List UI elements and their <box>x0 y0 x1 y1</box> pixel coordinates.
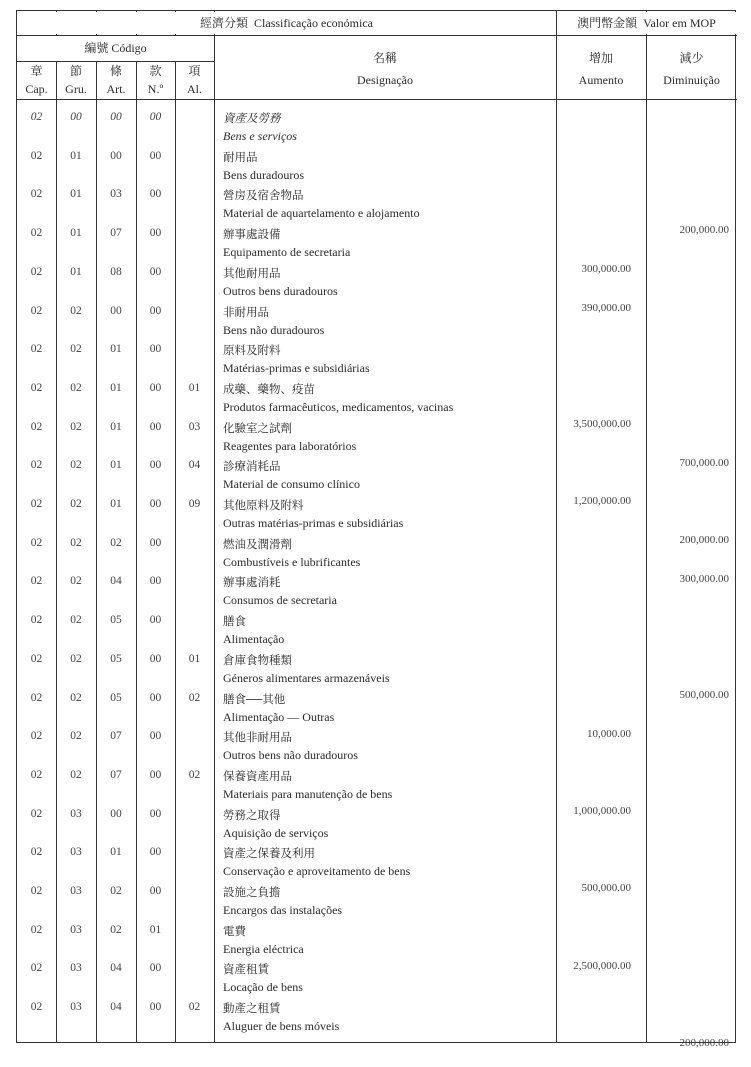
designation-pt: Combustíveis e lubrificantes <box>223 554 361 569</box>
table-row <box>17 146 737 185</box>
code-cap: 02 <box>30 227 43 240</box>
code-art: 01 <box>110 498 122 510</box>
grid-line <box>17 99 737 100</box>
designation-pt: Aluguer de bens móveis <box>223 1019 340 1034</box>
designation-zh: 其他原料及附料 <box>223 500 304 512</box>
designation-pt: Alimentação — Outras <box>223 709 335 724</box>
budget-table <box>16 10 736 1050</box>
code-no: 01 <box>149 923 162 936</box>
code-gru: 02 <box>70 536 82 549</box>
designation-zh: 營房及宿舍物品 <box>223 190 304 203</box>
designation-zh: 保養資產用品 <box>223 770 292 783</box>
designation-zh: 設施之負擔 <box>223 887 281 899</box>
header-al: 項 Al. <box>187 64 202 96</box>
code-art: 04 <box>110 1001 122 1014</box>
code-gru: 02 <box>70 304 82 317</box>
designation-zh: 其他非耐用品 <box>223 732 292 745</box>
code-no: 00 <box>149 691 162 704</box>
code-cap: 02 <box>30 807 43 820</box>
code-gru: 02 <box>70 381 82 394</box>
code-art: 01 <box>110 846 122 859</box>
code-cap: 02 <box>30 575 43 588</box>
header-economic-classification: 經濟分類 Classificação económica <box>200 16 373 30</box>
code-gru: 01 <box>70 149 82 162</box>
code-cap: 02 <box>30 459 43 472</box>
code-al: 02 <box>188 691 201 704</box>
code-gru: 01 <box>70 188 82 201</box>
designation-pt: Alimentação <box>223 632 285 647</box>
table-row <box>17 107 737 146</box>
code-art: 02 <box>110 536 122 549</box>
code-art: 07 <box>110 730 122 743</box>
code-gru: 02 <box>70 614 82 627</box>
code-art: 01 <box>110 459 122 472</box>
code-no: 00 <box>149 188 162 201</box>
designation-zh: 動產之租賃 <box>223 1003 281 1016</box>
code-gru: 02 <box>70 343 82 356</box>
code-art: 00 <box>110 304 122 317</box>
code-no: 00 <box>149 1001 162 1014</box>
designation-pt: Material de aquartelamento e alojamento <box>223 206 420 221</box>
code-no: 00 <box>149 885 162 897</box>
code-gru: 01 <box>70 265 82 278</box>
table-row <box>17 726 737 765</box>
code-al: 03 <box>188 420 201 433</box>
code-no: 00 <box>149 343 162 356</box>
code-gru: 02 <box>70 652 82 665</box>
code-cap: 02 <box>30 614 43 627</box>
designation-zh: 資產之保養及利用 <box>223 848 315 861</box>
designation-zh: 電費 <box>223 925 246 938</box>
header-value-mop: 澳門幣金額 Valor em MOP <box>577 16 716 30</box>
code-no: 00 <box>149 149 162 162</box>
amount-decrease: 200,000.00 <box>679 534 729 546</box>
code-cap: 02 <box>30 420 43 433</box>
code-no: 00 <box>149 730 162 743</box>
designation-pt: Matérias-primas e subsidiárias <box>223 361 370 376</box>
code-gru: 03 <box>70 1001 82 1014</box>
code-cap: 02 <box>30 1001 43 1014</box>
table-row <box>17 881 737 920</box>
designation-pt: Conservação e aproveitamento de bens <box>223 864 411 879</box>
header-designation: 名稱 Designação <box>357 51 413 87</box>
code-cap: 02 <box>30 149 43 162</box>
table-row <box>17 610 737 649</box>
designation-pt: Aquisição de serviços <box>223 825 329 840</box>
designation-pt: Materiais para manutenção de bens <box>223 786 393 801</box>
table-row <box>17 804 737 843</box>
code-no: 00 <box>149 846 162 859</box>
code-art: 05 <box>110 614 122 627</box>
designation-pt: Material de consumo clínico <box>223 477 360 492</box>
code-al: 01 <box>188 652 201 665</box>
code-art: 02 <box>110 885 122 897</box>
code-cap: 02 <box>30 923 43 936</box>
code-no: 00 <box>149 381 162 394</box>
code-art: 00 <box>110 111 122 123</box>
designation-pt: Outras matérias-primas e subsidiárias <box>223 516 404 530</box>
code-gru: 02 <box>70 420 82 433</box>
code-al: 04 <box>188 459 201 472</box>
code-cap: 02 <box>30 498 43 510</box>
code-al: 02 <box>188 768 201 781</box>
header-code: 編號 Código <box>84 41 147 55</box>
designation-pt: Reagentes para laboratórios <box>223 438 357 453</box>
code-art: 04 <box>110 962 122 975</box>
designation-zh: 勞務之取得 <box>223 809 281 822</box>
code-cap: 02 <box>30 730 43 743</box>
code-art: 01 <box>110 420 122 433</box>
designation-pt: Locação de bens <box>223 980 303 995</box>
designation-zh: 化驗室之試劑 <box>223 422 292 435</box>
designation-zh: 非耐用品 <box>223 306 269 319</box>
code-art: 01 <box>110 381 122 394</box>
code-art: 05 <box>110 652 122 665</box>
code-al: 09 <box>188 498 201 510</box>
code-no: 00 <box>149 304 162 317</box>
code-art: 02 <box>110 923 122 936</box>
amount-increase: 300,000.00 <box>581 263 631 276</box>
code-art: 01 <box>110 343 122 356</box>
designation-pt: Outros bens não duradouros <box>223 748 358 763</box>
code-al: 01 <box>188 381 201 394</box>
designation-zh: 辦事處消耗 <box>223 577 281 590</box>
code-cap: 02 <box>30 304 43 317</box>
amount-increase: 390,000.00 <box>581 301 631 314</box>
code-cap: 02 <box>30 885 43 897</box>
designation-zh: 成藥、藥物、疫苗 <box>223 383 315 396</box>
amount-increase: 2,500,000.00 <box>573 959 631 972</box>
designation-pt: Outros bens duradouros <box>223 283 338 298</box>
code-no: 00 <box>149 807 162 820</box>
code-no: 00 <box>149 614 162 627</box>
designation-pt: Consumos de secretaria <box>223 593 337 608</box>
code-art: 04 <box>110 575 122 588</box>
designation-pt: Bens não duradouros <box>223 322 325 337</box>
code-no: 00 <box>149 962 162 975</box>
header-increase: 增加 Aumento <box>578 51 624 87</box>
code-gru: 02 <box>70 730 82 743</box>
designation-zh: 資產及勞務 <box>223 113 281 125</box>
code-cap: 02 <box>30 652 43 665</box>
code-cap: 02 <box>30 768 43 781</box>
amount-decrease: 200,000.00 <box>679 1037 729 1050</box>
designation-zh: 倉庫食物種類 <box>223 654 292 667</box>
code-gru: 03 <box>70 923 82 936</box>
header-decrease: 減少 Diminuição <box>663 51 720 87</box>
amount-increase: 1,000,000.00 <box>573 804 631 817</box>
grid-line <box>17 61 214 62</box>
table-row <box>17 339 737 378</box>
code-cap: 02 <box>30 188 43 201</box>
code-gru: 03 <box>70 846 82 859</box>
code-no: 00 <box>149 652 162 665</box>
code-gru: 02 <box>70 768 82 781</box>
code-no: 00 <box>149 536 162 549</box>
designation-zh: 膳食──其他 <box>223 693 286 706</box>
code-no: 00 <box>149 227 162 240</box>
code-cap: 02 <box>30 536 43 549</box>
designation-pt: Energia eléctrica <box>223 941 304 956</box>
code-art: 00 <box>110 807 122 820</box>
designation-zh: 其他耐用品 <box>223 267 281 280</box>
amount-decrease: 300,000.00 <box>679 572 729 585</box>
amount-decrease: 200,000.00 <box>679 224 729 237</box>
code-art: 00 <box>110 149 122 162</box>
code-cap: 02 <box>30 846 43 859</box>
code-no: 00 <box>149 575 162 588</box>
code-art: 03 <box>110 188 122 201</box>
code-no: 00 <box>149 768 162 781</box>
code-no: 00 <box>149 111 162 123</box>
code-art: 05 <box>110 691 122 704</box>
amount-increase: 3,500,000.00 <box>573 417 631 430</box>
designation-pt: Equipamento de secretaria <box>223 245 351 260</box>
amount-increase: 1,200,000.00 <box>573 495 631 508</box>
designation-pt: Bens duradouros <box>223 167 304 182</box>
code-gru: 03 <box>70 807 82 820</box>
designation-pt: Bens e serviços <box>223 129 297 143</box>
code-art: 08 <box>110 265 122 278</box>
header-cap: 章 Cap. <box>25 64 48 96</box>
header-no: 款 N.º <box>147 64 164 96</box>
code-gru: 00 <box>70 111 82 123</box>
amount-increase: 10,000.00 <box>587 727 631 740</box>
designation-zh: 診療消耗品 <box>223 461 281 474</box>
code-cap: 02 <box>30 111 43 123</box>
table-row <box>17 571 737 610</box>
header-gru: 節 Gru. <box>65 64 87 96</box>
designation-pt: Encargos das instalações <box>223 903 343 917</box>
designation-zh: 原料及附料 <box>223 345 281 358</box>
header-art: 條 Art. <box>106 64 126 96</box>
code-gru: 03 <box>70 962 82 975</box>
amount-decrease: 500,000.00 <box>679 688 729 701</box>
code-no: 00 <box>149 420 162 433</box>
code-gru: 02 <box>70 459 82 472</box>
designation-zh: 膳食 <box>223 616 246 629</box>
code-gru: 02 <box>70 575 82 588</box>
designation-zh: 耐用品 <box>223 151 258 164</box>
code-art: 07 <box>110 227 122 240</box>
code-no: 00 <box>149 459 162 472</box>
designation-pt: Géneros alimentares armazenáveis <box>223 670 390 685</box>
table-row <box>17 997 737 1050</box>
code-gru: 01 <box>70 227 82 240</box>
code-gru: 02 <box>70 691 82 704</box>
code-cap: 02 <box>30 962 43 975</box>
code-cap: 02 <box>30 343 43 356</box>
code-gru: 02 <box>70 498 82 510</box>
code-no: 00 <box>149 265 162 278</box>
code-gru: 03 <box>70 885 82 897</box>
designation-zh: 燃油及潤滑劑 <box>223 538 292 551</box>
code-art: 07 <box>110 768 122 781</box>
code-cap: 02 <box>30 265 43 278</box>
amount-decrease: 700,000.00 <box>679 456 729 469</box>
table-row <box>17 958 737 997</box>
designation-pt: Produtos farmacêuticos, medicamentos, vacinas <box>223 399 454 414</box>
table-row <box>17 301 737 340</box>
code-cap: 02 <box>30 691 43 704</box>
designation-zh: 資產租賃 <box>223 964 269 977</box>
code-cap: 02 <box>30 381 43 394</box>
code-no: 00 <box>149 498 162 510</box>
designation-zh: 辦事處設備 <box>223 229 281 242</box>
code-al: 02 <box>188 1001 201 1014</box>
amount-increase: 500,000.00 <box>581 882 631 895</box>
